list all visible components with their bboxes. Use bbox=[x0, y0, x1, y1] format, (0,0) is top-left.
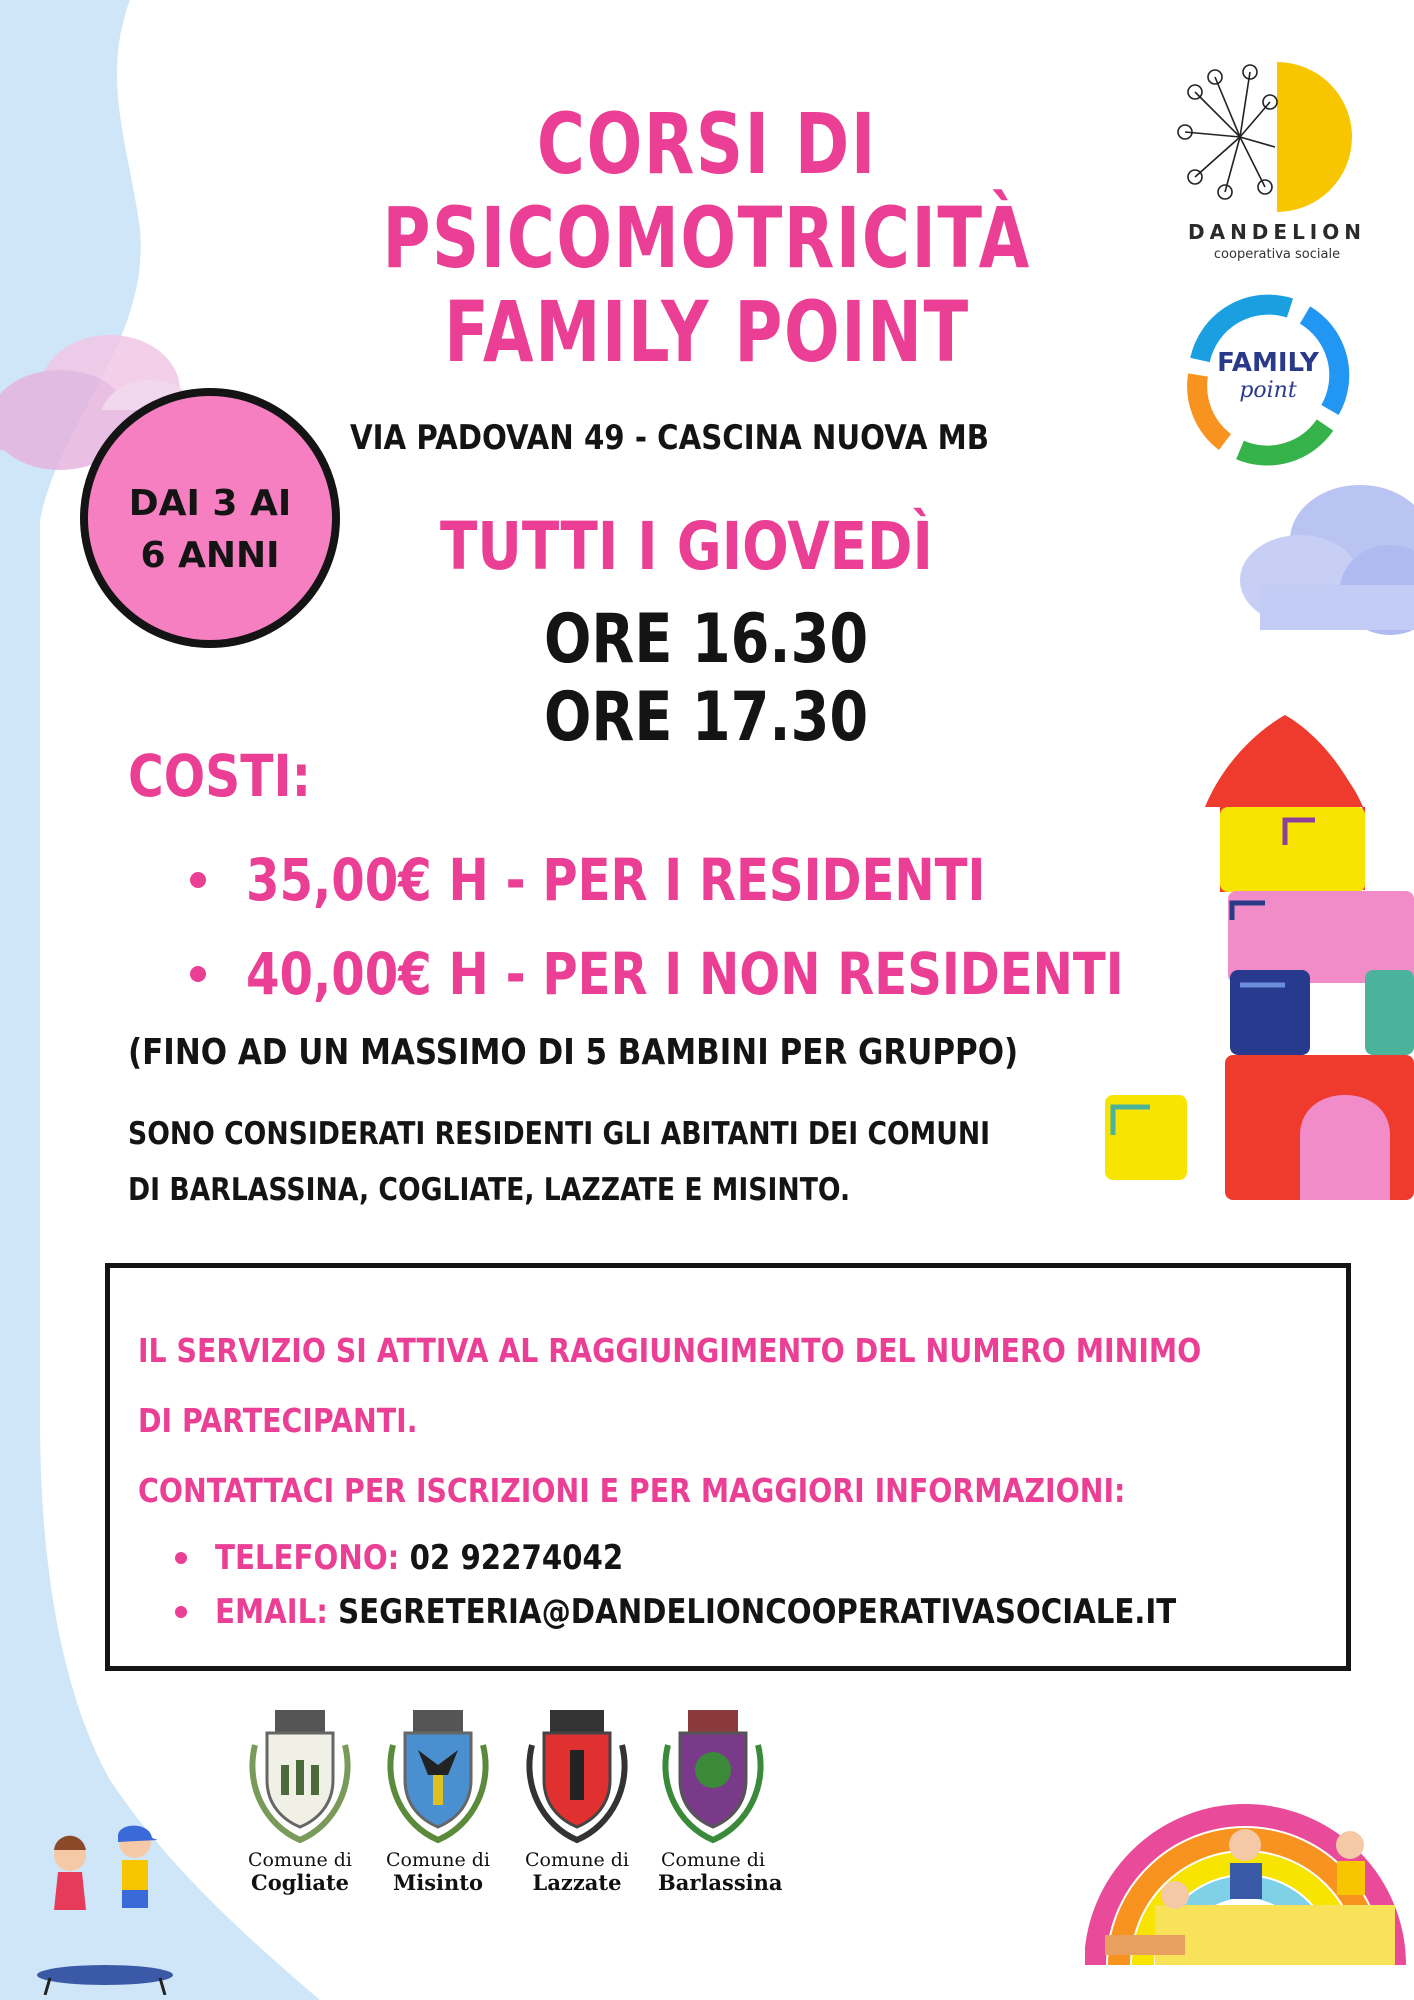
phone-value[interactable]: 02 92274042 bbox=[409, 1538, 624, 1578]
family-point-logo bbox=[1180, 290, 1356, 466]
coat-of-arms-icon bbox=[383, 1705, 493, 1845]
info-line-1: IL SERVIZIO SI ATTIVA AL RAGGIUNGIMENTO DEL NUMERO MINIMO bbox=[138, 1331, 1202, 1370]
email-value[interactable]: SEGRETERIA@DANDELIONCOOPERATIVASOCIALE.IT bbox=[338, 1592, 1177, 1632]
crest-name: Barlassina bbox=[658, 1870, 783, 1895]
title-line-1: CORSI DI bbox=[537, 95, 877, 193]
family-point-word1: FAMILY bbox=[1217, 348, 1319, 378]
toy-blocks-illustration bbox=[1105, 715, 1414, 1200]
dandelion-name: DANDELION bbox=[1187, 220, 1366, 244]
schedule-day: TUTTI I GIOVEDÌ bbox=[440, 508, 933, 585]
phone-label: TELEFONO: bbox=[215, 1538, 400, 1578]
dandelion-icon bbox=[1140, 32, 1414, 232]
info-line-2: DI PARTECIPANTI. bbox=[138, 1401, 418, 1440]
crest-caption: Comune di bbox=[248, 1849, 352, 1871]
coat-of-arms-icon bbox=[522, 1705, 632, 1845]
crest-name: Lazzate bbox=[532, 1870, 622, 1895]
rainbow-kids-illustration bbox=[1085, 1695, 1414, 2000]
family-point-word2: point bbox=[1239, 378, 1297, 403]
contact-email[interactable] bbox=[215, 1592, 1333, 1632]
contact-phone[interactable] bbox=[215, 1538, 690, 1578]
kids-trampoline-illustration bbox=[20, 1820, 190, 1995]
schedule-time-1: ORE 16.30 bbox=[544, 600, 869, 679]
coat-of-arms-icon bbox=[245, 1705, 355, 1845]
residents-note-line1: SONO CONSIDERATI RESIDENTI GLI ABITANTI DEI COMUNI bbox=[128, 1116, 991, 1152]
residents-note-line2: DI BARLASSINA, COGLIATE, LAZZATE E MISINTO. bbox=[128, 1172, 851, 1208]
cost-item-non-residents: 40,00€ H - PER I NON RESIDENTI bbox=[246, 940, 1124, 1008]
bullet-icon bbox=[190, 966, 206, 982]
crest-caption: Comune di bbox=[386, 1849, 490, 1871]
bullet-icon bbox=[175, 1552, 187, 1564]
title-line-2: PSICOMOTRICITÀ bbox=[382, 189, 1032, 287]
crest-lazzate bbox=[522, 1705, 632, 1895]
crest-name: Misinto bbox=[393, 1870, 483, 1895]
age-badge-line2: 6 ANNI bbox=[140, 535, 280, 576]
crest-caption: Comune di bbox=[661, 1849, 765, 1871]
crest-barlassina bbox=[658, 1705, 783, 1895]
coat-of-arms-icon bbox=[658, 1705, 768, 1845]
costs-note: (FINO AD UN MASSIMO DI 5 BAMBINI PER GRUPPO) bbox=[128, 1032, 1019, 1073]
age-badge bbox=[80, 388, 340, 648]
email-label: EMAIL: bbox=[215, 1592, 328, 1632]
crest-cogliate bbox=[245, 1705, 355, 1895]
dandelion-subtitle: cooperativa sociale bbox=[1213, 247, 1341, 262]
cost-item-residents: 35,00€ H - PER I RESIDENTI bbox=[246, 846, 986, 914]
bullet-icon bbox=[190, 872, 206, 888]
bullet-icon bbox=[175, 1606, 187, 1618]
costs-heading: COSTI: bbox=[128, 742, 312, 810]
crest-name: Cogliate bbox=[250, 1870, 350, 1895]
crest-caption: Comune di bbox=[525, 1849, 629, 1871]
dandelion-logo bbox=[1140, 32, 1414, 272]
age-badge-line1: DAI 3 AI bbox=[128, 483, 292, 524]
address: VIA PADOVAN 49 - CASCINA NUOVA MB bbox=[350, 418, 990, 458]
crest-misinto bbox=[383, 1705, 493, 1895]
info-line-3: CONTATTACI PER ISCRIZIONI E PER MAGGIORI INFORMAZIONI: bbox=[138, 1471, 1126, 1510]
info-box bbox=[105, 1263, 1351, 1671]
title-line-3: FAMILY POINT bbox=[444, 283, 970, 381]
schedule-time-2: ORE 17.30 bbox=[544, 678, 869, 757]
